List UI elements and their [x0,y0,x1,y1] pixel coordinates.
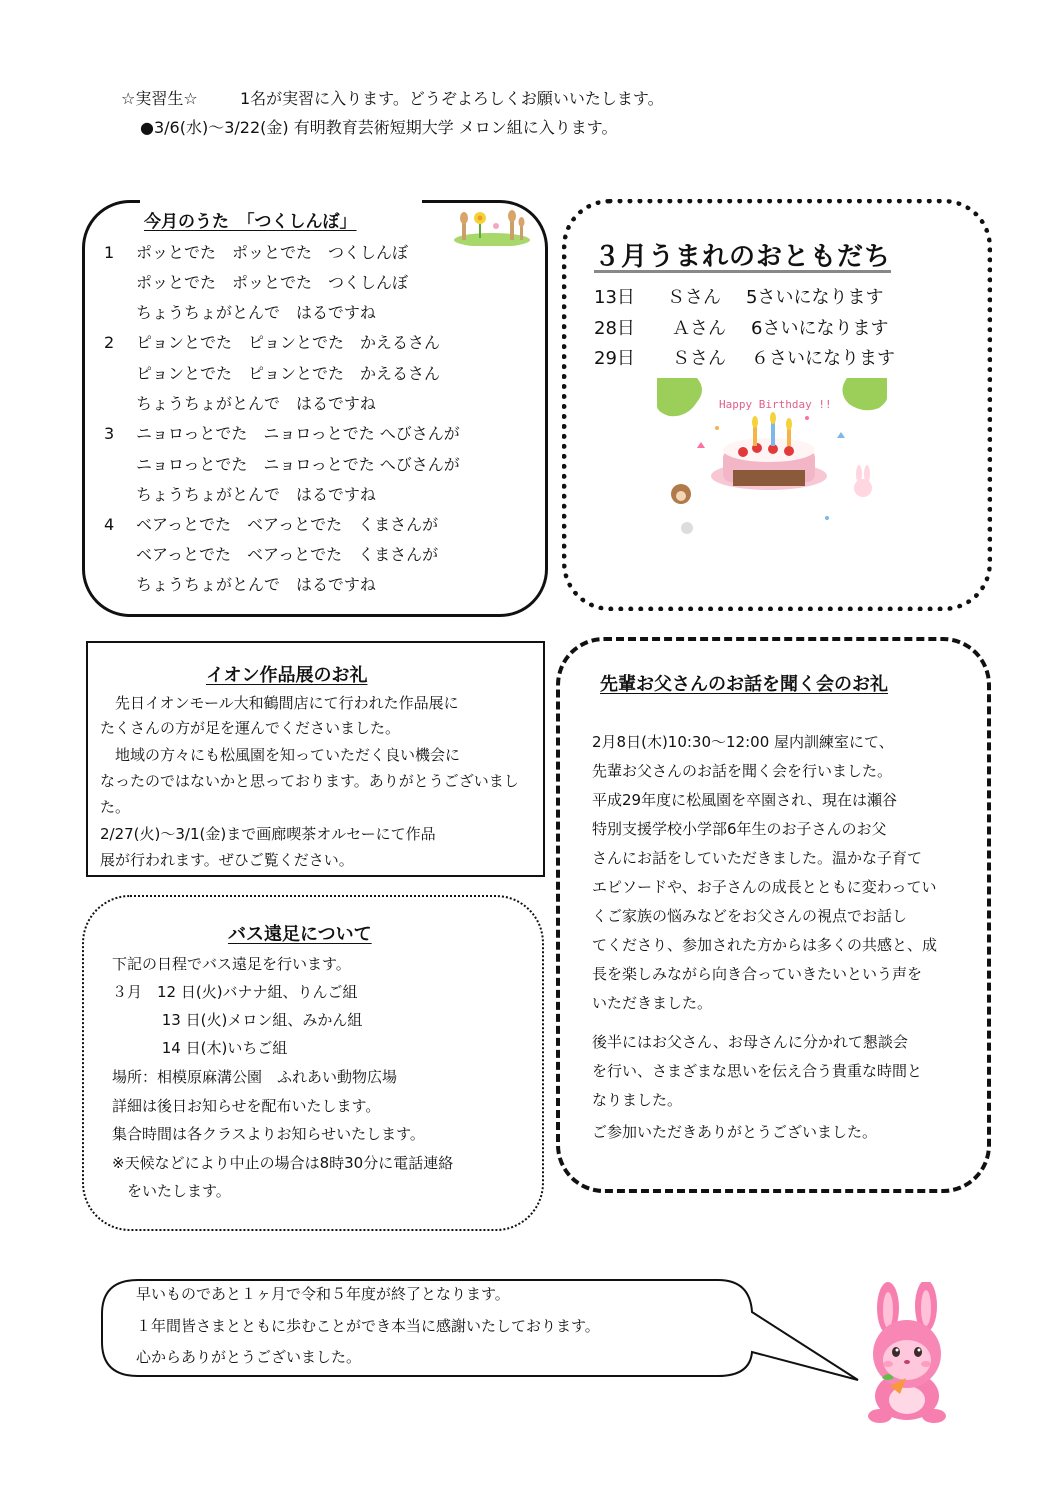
birthday-title: ３月うまれのおともだち [594,242,892,272]
verse-line: ベアっとでた ベアっとでた くまさんが [136,515,439,534]
dad-line: くご家族の悩みなどをお父さんの視点でお話し [592,907,908,925]
verse-line: ベアっとでた ベアっとでた くまさんが [136,545,439,564]
verse-line: ピョンとでた ピョンとでた かえるさん [136,333,441,352]
closing-line: 早いものであと１ヶ月で令和５年度が終了となります。 [136,1285,510,1303]
aeon-line: 展が行われます。ぜひご覧ください。 [100,851,354,869]
verse-line: ニョロっとでた ニョロっとでた へびさんが [136,424,460,443]
father-talk-title: 先輩お父さんのお話を聞く会のお礼 [600,674,888,695]
aeon-line: たくさんの方が足を運んでくださいました。 [100,719,401,737]
song-title: 今月のうた 「つくしんぼ」 [144,212,357,232]
verse-number: 1 [104,243,115,262]
dad-line: を行い、さまざまな思いを伝え合う貴重な時間と [592,1062,923,1080]
birthday-banner: Happy Birthday !! [719,398,832,411]
bus-line: 14 日(木)いちご組 [112,1039,288,1057]
dad-line: てくださり、参加された方からは多くの共感と、成 [592,936,938,954]
birthday-age: 5さいになります [746,287,884,308]
birthday-day: 13日 [594,287,635,308]
verse-number: 3 [104,424,115,443]
closing-line: 心からありがとうございました。 [136,1348,362,1366]
bus-line: 集合時間は各クラスよりお知らせいたします。 [112,1125,425,1143]
birthday-name: Ｓさん [667,287,721,308]
aeon-line: た。 [100,798,131,816]
closing-line: １年間皆さまとともに歩むことができ本当に感謝いたしております。 [136,1317,600,1335]
verse-line: ポッとでた ポッとでた つくしんぼ [136,243,409,262]
bus-line: ３月 12 日(火)バナナ組、りんご組 [112,983,358,1001]
trainee-heading: ☆実習生☆ [121,89,198,108]
verse-line: ちょうちょがとんで はるですね [136,303,376,322]
verse-line: ちょうちょがとんで はるですね [136,575,376,594]
trainee-intro: 1名が実習に入ります。どうぞよろしくお願いいたします。 [240,89,664,108]
birthday-name: Ａさん [672,318,726,339]
verse-number: 2 [104,333,115,352]
birthday-age: 6さいになります [751,318,889,339]
aeon-line: 2/27(火)～3/1(金)まで画廊喫茶オルセーにて作品 [100,825,436,843]
dad-line: 後半にはお父さん、お母さんに分かれて懇談会 [592,1033,908,1051]
verse-line: ちょうちょがとんで はるですね [136,394,376,413]
dad-line: さんにお話をしていただきました。温かな子育て [592,849,923,867]
dad-line: 長を楽しみながら向き合っていきたいという声を [592,965,923,983]
bus-line: ※天候などにより中止の場合は8時30分に電話連絡 [112,1154,454,1172]
bus-line: 場所：相模原麻溝公園 ふれあい動物広場 [112,1068,398,1086]
aeon-line: 先日イオンモール大和鶴間店にて行われた作品展に [100,694,459,712]
bus-line: をいたします。 [112,1182,231,1200]
birthday-age: ６さいになります [751,348,895,369]
aeon-title: イオン作品展のお礼 [206,665,368,686]
bus-line: 下記の日程でバス遠足を行います。 [112,955,351,973]
trainee-detail: ●3/6(水)～3/22(金) 有明教育芸術短期大学 メロン組に入ります。 [140,118,618,137]
bus-trip-title: バス遠足について [228,924,372,945]
bus-line: 13 日(火)メロン組、みかん組 [112,1011,363,1029]
birthday-day: 28日 [594,318,635,339]
birthday-name: Ｓさん [672,348,726,369]
dad-line: エピソードや、お子さんの成長とともに変わってい [592,878,937,896]
dad-line: 特別支援学校小学部6年生のお子さんのお父 [592,820,887,838]
dad-line: いただきました。 [592,994,713,1012]
bus-line: 詳細は後日お知らせを配布いたします。 [112,1097,381,1115]
aeon-line: 地域の方々にも松風園を知っていただく良い機会に [100,746,461,764]
dad-line: 平成29年度に松風園を卒園され、現在は瀬谷 [592,791,897,809]
rabbit-mascot-illustration [852,1282,962,1424]
dad-line: なりました。 [592,1091,683,1109]
dad-line: ご参加いただきありがとうございました。 [592,1123,878,1141]
verse-line: ポッとでた ポッとでた つくしんぼ [136,273,409,292]
verse-line: ピョンとでた ピョンとでた かえるさん [136,364,441,383]
aeon-line: なったのではないかと思っております。ありがとうございまし [100,772,519,790]
birthday-day: 29日 [594,348,635,369]
verse-line: ニョロっとでた ニョロっとでた へびさんが [136,455,460,474]
verse-line: ちょうちょがとんで はるですね [136,485,376,504]
tsukushi-illustration [452,206,532,246]
verse-number: 4 [104,515,115,534]
dad-line: 2月8日(木)10:30～12:00 屋内訓練室にて、 [592,733,894,751]
birthday-cake-illustration [657,378,887,544]
dad-line: 先輩お父さんのお話を聞く会を行いました。 [592,762,893,780]
